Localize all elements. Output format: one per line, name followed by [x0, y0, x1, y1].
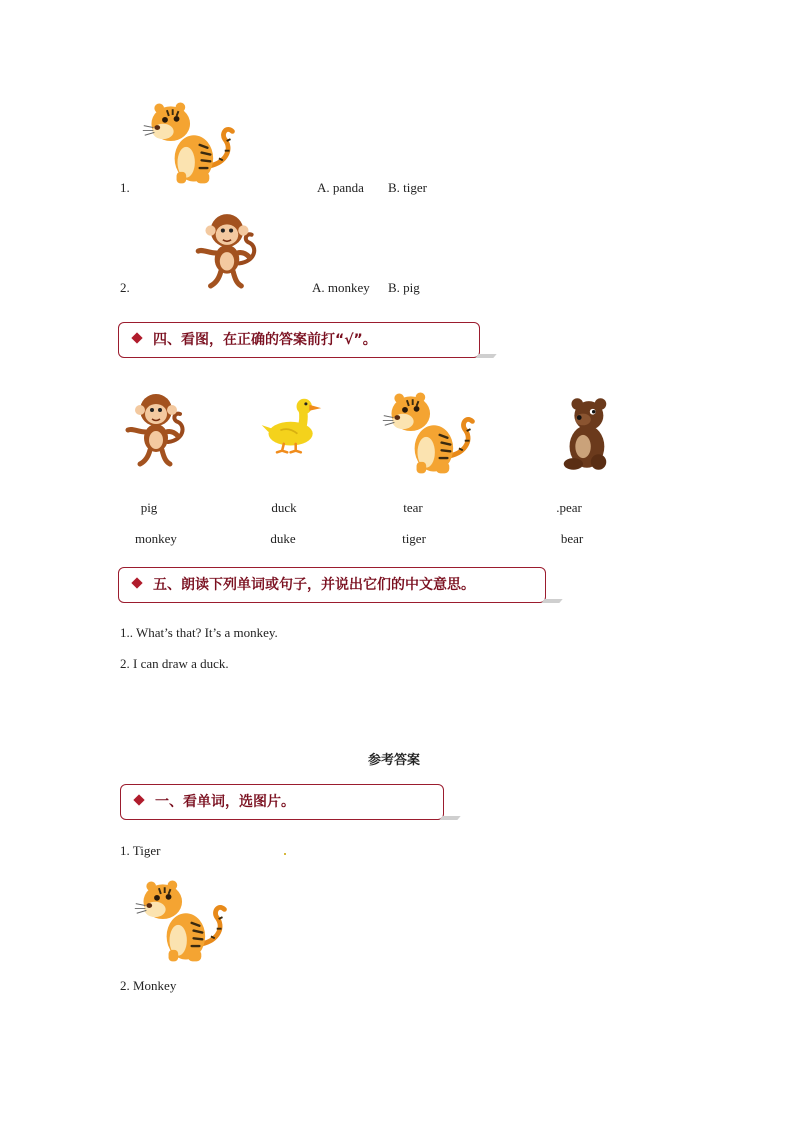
item-number: 1.: [120, 180, 130, 195]
monkey-image: [122, 388, 192, 468]
word-option[interactable]: .pear: [556, 500, 582, 515]
diamond-bullet-icon: [131, 577, 142, 588]
duck-image: [260, 394, 328, 458]
diamond-bullet-icon: [131, 332, 142, 343]
tiger-image: [378, 388, 484, 476]
diamond-bullet-icon: [133, 794, 144, 805]
option-b[interactable]: B. tiger: [388, 180, 427, 195]
section-header-5: [118, 567, 546, 603]
option-b[interactable]: B. pig: [388, 280, 420, 295]
section-header-answer-1: [120, 784, 444, 820]
answer-item: 2. Monkey: [120, 978, 177, 993]
tiger-image: [130, 876, 236, 964]
section-header-4: [118, 322, 480, 358]
option-a[interactable]: A. monkey: [312, 280, 370, 295]
section-title: 四、看图，在正确的答案前打“√”。: [153, 332, 377, 348]
section-title: 一、看单词，选图片。: [155, 794, 295, 810]
item-number: 2.: [120, 280, 130, 295]
answer-item: 1. Tiger: [120, 843, 161, 858]
sentence: 2. I can draw a duck.: [120, 656, 229, 671]
answer-heading: 参考答案: [368, 753, 421, 768]
decorative-dot: [284, 853, 286, 855]
section-title: 五、朗读下列单词或句子，并说出它们的中文意思。: [153, 577, 475, 593]
monkey-image: [192, 208, 264, 290]
word-option[interactable]: duke: [270, 531, 296, 546]
word-option[interactable]: tiger: [402, 531, 426, 546]
bear-image: [556, 392, 614, 474]
word-option[interactable]: duck: [271, 500, 297, 515]
option-a[interactable]: A. panda: [317, 180, 364, 195]
word-option[interactable]: pig: [140, 500, 158, 515]
word-option[interactable]: monkey: [135, 531, 177, 546]
word-option[interactable]: bear: [560, 531, 584, 546]
tiger-image: [138, 98, 244, 186]
sentence: 1.. What’s that? It’s a monkey.: [120, 625, 278, 640]
word-option[interactable]: tear: [403, 500, 423, 515]
